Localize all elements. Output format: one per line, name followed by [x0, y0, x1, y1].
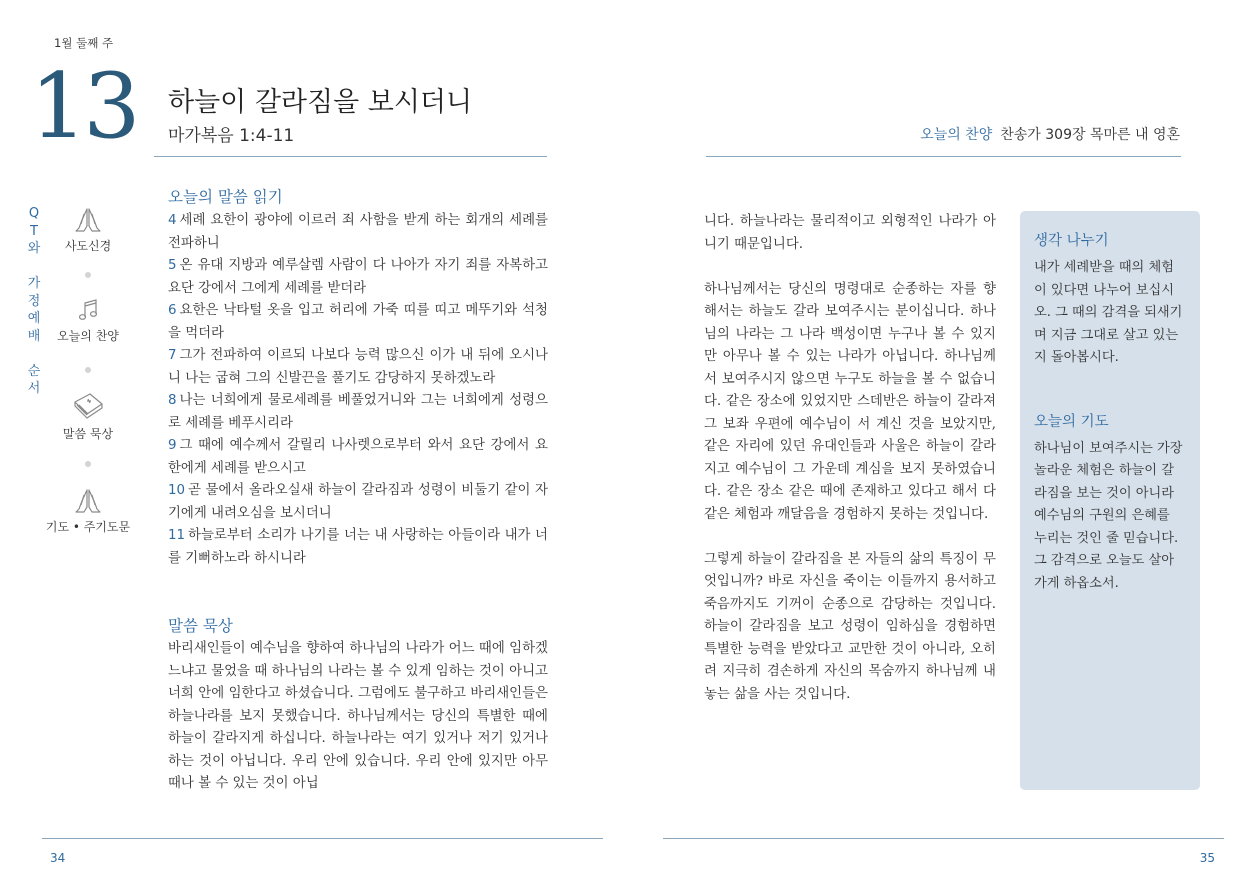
sidebar-dot — [85, 272, 91, 278]
scripture-reference: 마가복음 1:4-11 — [168, 126, 295, 146]
prayer-title: 오늘의 기도 — [1034, 413, 1109, 430]
header-rule-left — [154, 156, 547, 157]
page-number-left: 34 — [50, 851, 66, 865]
day-number: 13 — [30, 54, 137, 159]
verse: 6 요한은 낙타털 옷을 입고 허리에 가죽 띠를 띠고 메뚜기와 석청을 먹더라 — [168, 303, 548, 341]
sidebar-dot — [85, 367, 91, 373]
meditation-paragraph: 하나님께서는 당신의 명령대로 순종하는 자를 향해서는 하늘도 갈라 보여주시는 분이십니다. 하나님의 나라는 그 나라 백성이면 누구나 볼 수 있지만 아무나 볼 수 있는 나라가 아닙니다. 하나님께서 보여주시지 않으면 누구도 하늘을 볼 수 없습니다. 같은 장소에 있었지만 스데반은 하늘이 갈라져 그 보좌 우편에 예수님이 서 계신 것을 보았지만, 같은 자리에 있던 유대인들과 사울은 하늘이 갈라지고 예수님이 그 가운데 계심을 보지 못하였습니다. 같은 장소 같은 때에 존재하고 있다고 해서 다 같은 체험과 깨달음을 경험하지 못하는 것입니다. — [704, 281, 996, 522]
verse: 9 그 때에 예수께서 갈릴리 나사렛으로부터 와서 요단 강에서 요한에게 세례를 받으시고 — [168, 438, 548, 476]
meditation-paragraph: 바리새인들이 예수님을 향하여 하나님의 나라가 어느 때에 임하겠느냐고 물었을 때 하나님의 나라는 볼 수 있게 임하는 것이 아니고 너희 안에 임한다고 하셨습니다. 그럼에도 불구하고 바리새인들은 하늘나라를 보지 못했습니다. 하나님께서는 당신의 특별한 때에 하늘이 갈라지게 하십니다. 하늘나라는 여기 있거나 저기 있거나 하는 것이 아닙니다. 우리 안에 있습니다. 우리 안에 있지만 아무 때나 볼 수 있는 것이 아닙 — [168, 641, 548, 791]
page-number-right: 35 — [1199, 851, 1215, 865]
sidebar-item-meditation — [33, 390, 143, 442]
meditation-column-left — [168, 638, 548, 796]
hymn-label: 오늘의 찬양 — [920, 127, 993, 143]
verse: 8 나는 너희에게 물로세례를 베풀었거니와 그는 너희에게 성령으로 세례를 베푸시리라 — [168, 393, 548, 431]
verse: 11 하늘로부터 소리가 나기를 너는 내 사랑하는 아들이라 내가 너를 기뻐하노라 하시니라 — [168, 528, 548, 566]
share-title: 생각 나누기 — [1034, 233, 1109, 249]
sidebar-dot — [85, 461, 91, 467]
footer-rule-right — [663, 838, 1224, 839]
week-label: 1월 둘째 주 — [54, 36, 114, 50]
verse: 5 온 유대 지방과 예루살렘 사람이 다 나아가 자기 죄를 자복하고 요단 강에서 그에게 세례를 받더라 — [168, 258, 548, 296]
header-rule-right — [706, 156, 1181, 157]
verse: 10 곧 물에서 올라오실새 하늘이 갈라짐과 성령이 비둘기 같이 자기에게 내려오심을 보시더니 — [168, 483, 548, 521]
praying-hands-icon — [33, 206, 143, 234]
sidebar-item-prayer — [33, 487, 143, 535]
verse-list — [168, 210, 548, 570]
music-note-icon — [33, 296, 143, 324]
reading-title: 오늘의 말씀 읽기 — [168, 188, 283, 206]
bible-book-icon — [33, 390, 143, 422]
sidebar-item-label: 사도신경 — [64, 239, 112, 253]
sidebar-item-label: 기도 • 주기도문 — [45, 520, 131, 534]
reflection-box — [1020, 211, 1200, 790]
sidebar-vertical-title: Q T 와 가 정 예 배 순 서 — [27, 206, 41, 396]
sidebar-item-creed — [33, 206, 143, 254]
meditation-column-right — [704, 211, 996, 706]
hymn-text: 찬송가 309장 목마른 내 영혼 — [1000, 127, 1180, 143]
meditation-paragraph: 그렇게 하늘이 갈라짐을 본 자들의 삶의 특징이 무엇입니까? 바로 자신을 죽이는 이들까지 용서하고 죽음까지도 기꺼이 순종으로 감당하는 것입니다. 하늘이 갈라짐을 보고 성령이 임하심을 경험하면 특별한 능력을 받았다고 교만한 것이 아니라, 오히려 지극히 겸손하게 자신의 목숨까지 하나님께 내놓는 삶을 사는 것입니다. — [704, 551, 996, 702]
praying-hands-icon — [33, 487, 143, 515]
sidebar-item-label: 오늘의 찬양 — [57, 329, 119, 343]
prayer-text: 하나님이 보여주시는 가장 놀라운 체험은 하늘이 갈라짐을 보는 것이 아니라 예수님의 구원의 은혜를 누리는 것인 줄 믿습니다. 그 감격으로 오늘도 살아가게 하옵소서. — [1034, 440, 1183, 591]
hymn-line — [920, 124, 1180, 144]
meditation-paragraph: 니다. 하늘나라는 물리적이고 외형적인 나라가 아니기 때문입니다. — [704, 214, 996, 252]
footer-rule-left — [42, 838, 603, 839]
meditation-title: 말씀 묵상 — [168, 617, 233, 635]
lesson-title: 하늘이 갈라짐을 보시더니 — [168, 87, 473, 118]
verse: 7 그가 전파하여 이르되 나보다 능력 많으신 이가 내 뒤에 오시나니 나는 굽혀 그의 신발끈을 풀기도 감당하지 못하겠노라 — [168, 348, 548, 386]
verse: 4 세례 요한이 광야에 이르러 죄 사함을 받게 하는 회개의 세례를 전파하니 — [168, 213, 548, 251]
share-text: 내가 세례받을 때의 체험이 있다면 나누어 보십시오. 그 때의 감격을 되새기며 지금 그대로 살고 있는지 돌아봅시다. — [1034, 260, 1183, 365]
sidebar-item-label: 말씀 묵상 — [62, 427, 114, 441]
sidebar-item-hymn — [33, 296, 143, 344]
